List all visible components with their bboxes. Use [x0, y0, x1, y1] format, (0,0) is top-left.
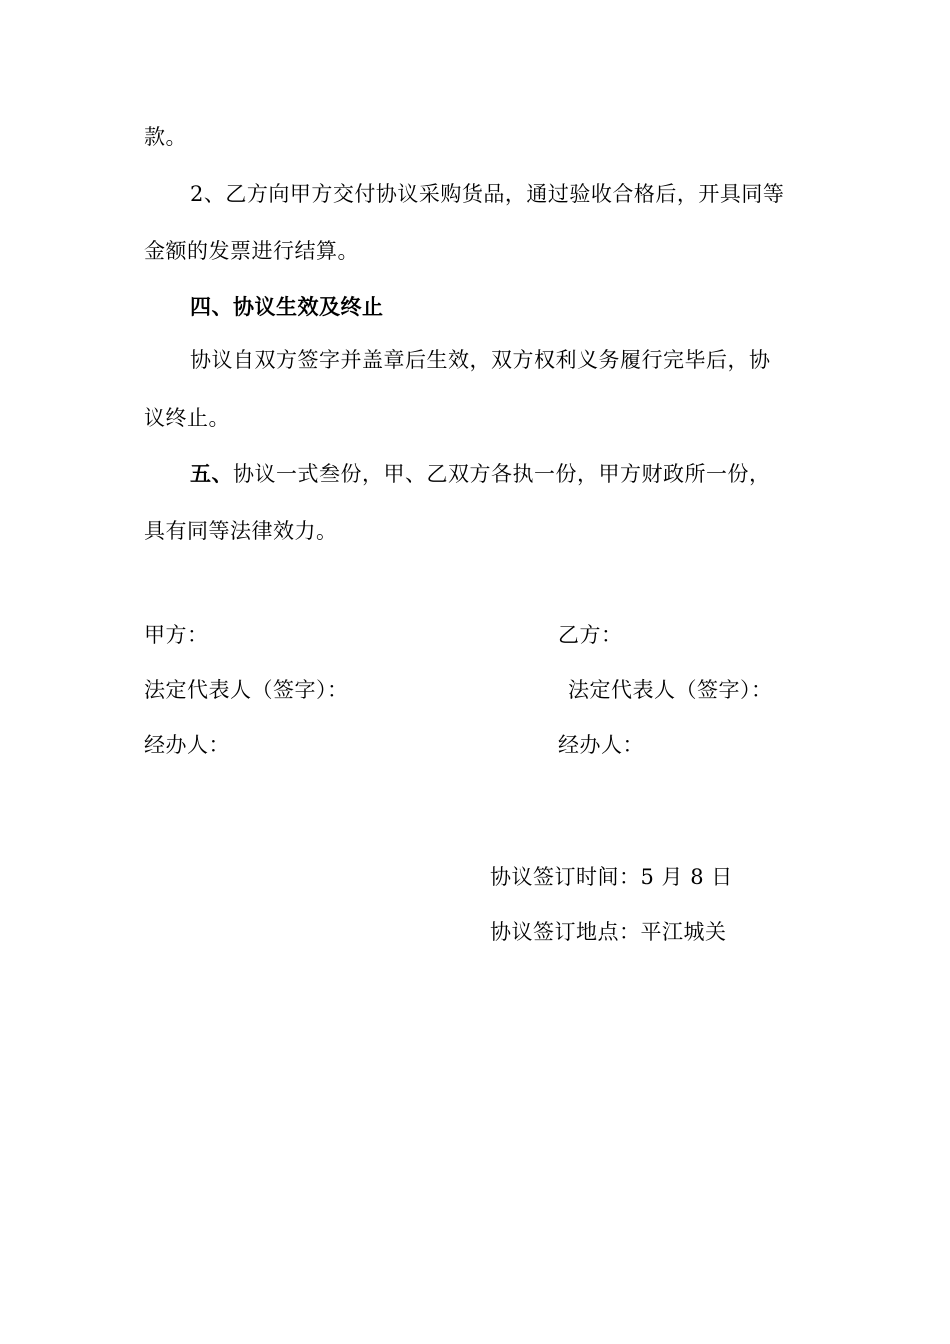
handler-a-label: 经办人： [144, 733, 230, 757]
paragraph-line: 金额的发票进行结算。 [144, 239, 359, 263]
paragraph-line: 2、乙方向甲方交付协议采购货品，通过验收合格后，开具同等 [190, 182, 785, 206]
signing-time: 协议签订时间：5 月 8 日 [490, 865, 733, 889]
signing-place: 协议签订地点：平江城关 [490, 920, 727, 944]
paragraph-line: 具有同等法律效力。 [144, 519, 338, 543]
handler-b-label: 经办人： [558, 733, 644, 757]
paragraph-line: 议终止。 [144, 406, 230, 430]
paragraph-line [190, 461, 771, 487]
party-a-label: 甲方： [144, 623, 209, 647]
section-heading: 四、协议生效及终止 [190, 295, 384, 319]
section-number: 五、 [190, 462, 233, 486]
legal-rep-b-label: 法定代表人（签字）： [568, 678, 773, 702]
paragraph-line: 协议自双方签字并盖章后生效，双方权利义务履行完毕后，协 [190, 348, 771, 372]
party-b-label: 乙方： [558, 623, 623, 647]
paragraph-line: 款。 [144, 125, 187, 149]
section-text: 协议一式叁份，甲、乙双方各执一份，甲方财政所一份， [233, 462, 771, 486]
legal-rep-a-label: 法定代表人（签字）： [144, 678, 349, 702]
